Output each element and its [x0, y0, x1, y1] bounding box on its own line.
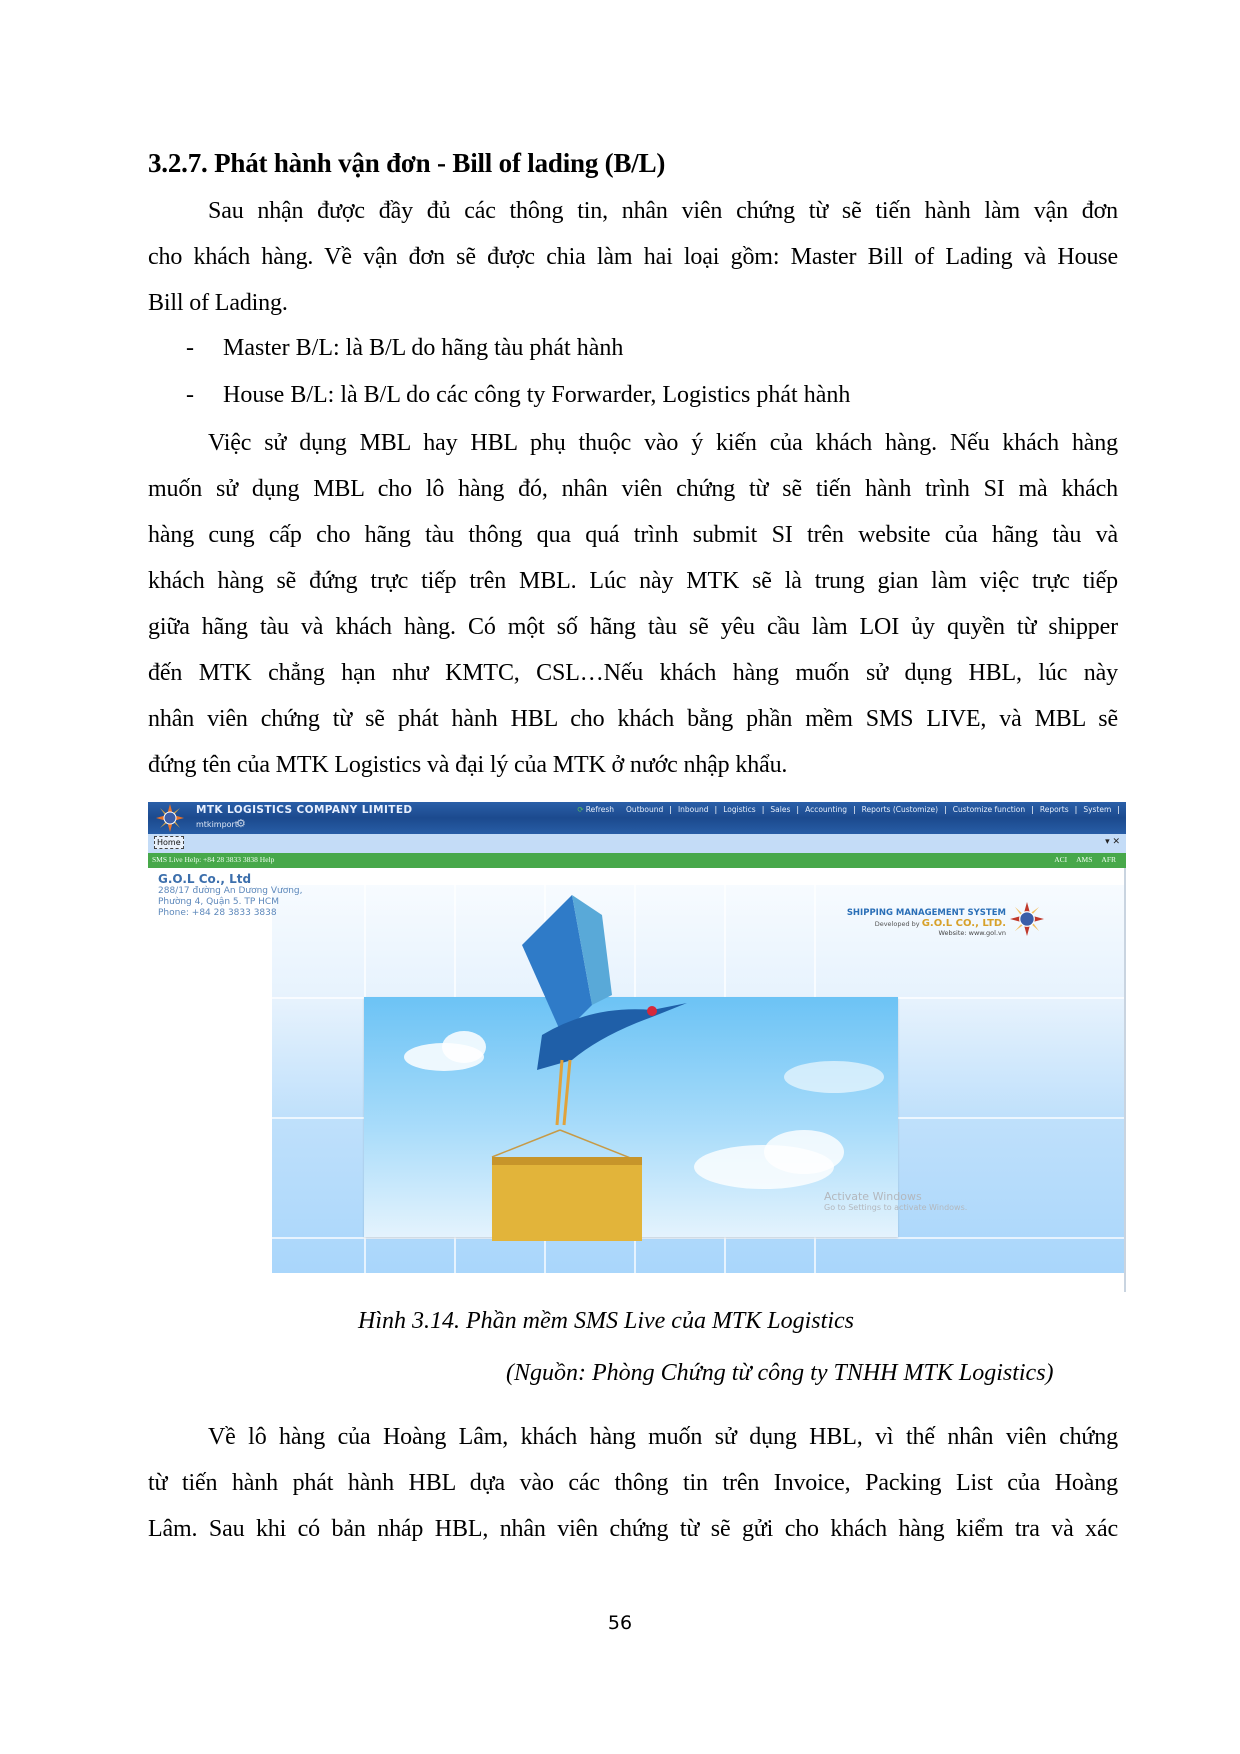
app-header	[148, 802, 1126, 834]
main-menu	[577, 805, 1120, 814]
compass-logo-icon	[1010, 902, 1044, 936]
company-title: MTK LOGISTICS COMPANY LIMITED	[196, 804, 413, 816]
vendor-phone: Phone: +84 28 3833 3838	[158, 908, 277, 918]
menu-separator: |	[852, 805, 856, 814]
brand-title: SHIPPING MANAGEMENT SYSTEM	[846, 908, 1006, 918]
menu-separator: |	[796, 805, 800, 814]
menu-separator: |	[669, 805, 672, 814]
paragraph-line: muốn sử dụng MBL cho lô hàng đó, nhân viên chứng từ sẽ tiến hành trình SI mà khách	[148, 476, 1118, 502]
vendor-address	[158, 872, 303, 919]
vendor-address-line: Phường 4, Quận 5. TP HCM	[158, 897, 279, 907]
developed-by-label: Developed by	[874, 920, 920, 928]
menu-refresh[interactable]: Refresh	[585, 805, 615, 814]
username: mtkimport	[196, 820, 238, 829]
gear-icon[interactable]: ⚙	[236, 817, 246, 830]
vendor-address-line: 288/17 đường An Dương Vương,	[158, 886, 303, 896]
page-number: 56	[607, 1612, 633, 1634]
paragraph-line: đến MTK chẳng hạn như KMTC, CSL…Nếu khách hàng muốn sử dụng HBL, lúc này	[148, 660, 1118, 686]
paragraph-line: đứng tên của MTK Logistics và đại lý của MTK ở nước nhập khẩu.	[148, 752, 788, 778]
brand-website: Website: www.gol.vn	[938, 929, 1006, 937]
menu-reports-customize[interactable]: Reports (Customize)	[861, 805, 939, 814]
figure-caption: Hình 3.14. Phần mềm SMS Live của MTK Logistics	[358, 1308, 854, 1334]
tab-bar	[148, 834, 1126, 853]
developer-name: G.O.L CO., LTD.	[921, 918, 1006, 929]
paragraph-line: Bill of Lading.	[148, 290, 288, 316]
menu-separator: |	[714, 805, 718, 814]
help-text[interactable]: SMS Live Help: +84 28 3833 3838 Help	[152, 855, 275, 864]
menu-separator: |	[1074, 805, 1078, 814]
paragraph-line: Lâm. Sau khi có bản nháp HBL, nhân viên chứng từ sẽ gửi cho khách hàng kiểm tra và xác	[148, 1516, 1118, 1542]
paragraph-line: cho khách hàng. Về vận đơn sẽ được chia làm hai loại gồm: Master Bill of Lading và House	[148, 244, 1118, 270]
menu-separator: |	[1031, 805, 1034, 814]
splash-artwork	[272, 885, 1126, 1273]
sms-live-screenshot	[148, 802, 1126, 1292]
paragraph-line: hàng cung cấp cho hãng tàu thông qua quá trình submit SI trên website của hãng tàu và	[148, 522, 1118, 548]
paragraph-line: nhân viên chứng từ sẽ phát hành HBL cho khách bằng phần mềm SMS LIVE, và MBL sẽ	[148, 706, 1118, 732]
paragraph-line: khách hàng sẽ đứng trực tiếp trên MBL. Lúc này MTK sẽ là trung gian làm việc trực tiếp	[148, 568, 1118, 594]
brand-developer	[847, 918, 1006, 929]
section-heading: 3.2.7. Phát hành vận đơn - Bill of lading (B/L)	[148, 148, 666, 178]
help-codes	[1054, 855, 1116, 864]
vendor-name: G.O.L Co., Ltd	[158, 872, 252, 886]
bullet-master-bl: Master B/L: là B/L do hãng tàu phát hành	[223, 335, 624, 361]
menu-customize-function[interactable]: Customize function	[952, 805, 1026, 814]
link-afr[interactable]: AFR	[1101, 855, 1116, 864]
menu-system[interactable]: System	[1083, 805, 1112, 814]
menu-accounting[interactable]: Accounting	[805, 805, 847, 814]
watermark-subtitle: Go to Settings to activate Windows.	[824, 1203, 968, 1212]
menu-logistics[interactable]: Logistics	[723, 805, 756, 814]
link-ams[interactable]: AMS	[1076, 855, 1093, 864]
sms-brand	[847, 908, 1006, 937]
grid-line	[272, 1237, 1126, 1239]
menu-separator: |	[1117, 805, 1120, 814]
menu-outbound[interactable]: Outbound	[626, 805, 664, 814]
bullet-dash: -	[186, 335, 194, 361]
paragraph-line: Về lô hàng của Hoàng Lâm, khách hàng muốn sử dụng HBL, vì thế nhân viên chứng	[208, 1424, 1118, 1450]
menu-separator: |	[761, 805, 765, 814]
paragraph-line: từ tiến hành phát hành HBL dựa vào các thông tin trên Invoice, Packing List của Hoàng	[148, 1470, 1118, 1496]
paragraph-line: giữa hãng tàu và khách hàng. Có một số hãng tàu sẽ yêu cầu làm LOI ủy quyền từ shipper	[148, 614, 1118, 640]
paragraph-line: Sau nhận được đầy đủ các thông tin, nhân viên chứng từ sẽ tiến hành làm vận đơn	[208, 198, 1118, 224]
link-aci[interactable]: ACI	[1054, 855, 1068, 864]
menu-inbound[interactable]: Inbound	[677, 805, 709, 814]
bullet-house-bl: House B/L: là B/L do các công ty Forwarder, Logistics phát hành	[223, 382, 851, 408]
menu-separator: |	[944, 805, 947, 814]
tab-close-controls[interactable]: ▾ ✕	[1105, 837, 1120, 847]
help-bar	[148, 853, 1126, 868]
watermark-title: Activate Windows	[824, 1190, 922, 1203]
compass-logo-icon	[156, 804, 184, 832]
window-edge	[1124, 868, 1126, 1292]
crane-bird-icon	[452, 885, 692, 1245]
menu-reports[interactable]: Reports	[1039, 805, 1069, 814]
bullet-dash: -	[186, 382, 194, 408]
paragraph-line: Việc sử dụng MBL hay HBL phụ thuộc vào ý kiến của khách hàng. Nếu khách hàng	[208, 430, 1118, 456]
refresh-icon[interactable]: ⟳	[577, 805, 584, 814]
figure-source: (Nguồn: Phòng Chứng từ công ty TNHH MTK Logistics)	[506, 1360, 1054, 1386]
tab-home[interactable]: Home	[154, 836, 184, 849]
menu-sales[interactable]: Sales	[770, 805, 791, 814]
activate-windows-watermark	[824, 1190, 967, 1212]
